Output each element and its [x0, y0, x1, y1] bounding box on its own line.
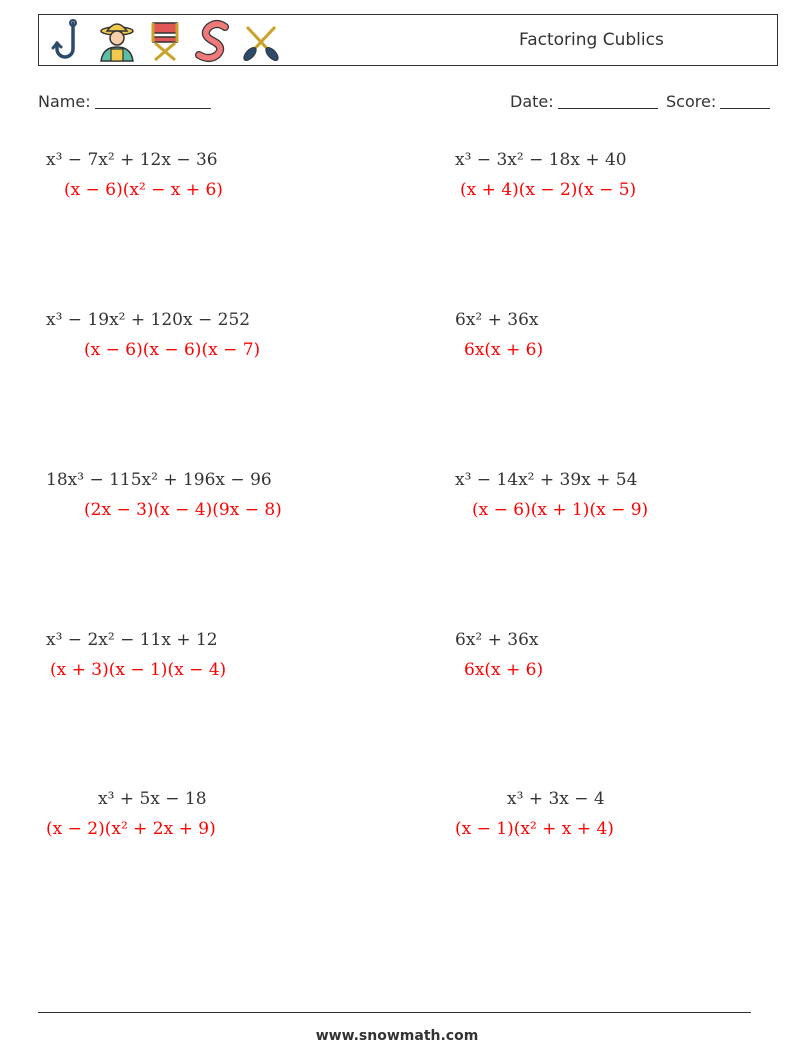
header-box [38, 14, 778, 66]
problem-10-answer: (x − 1)(x² + x + 4) [455, 819, 614, 839]
problem-7-question: x³ − 2x² − 11x + 12 [46, 630, 218, 650]
name-field [38, 92, 211, 111]
score-field [666, 92, 770, 111]
folding-chair-icon [143, 19, 187, 63]
problem-2-answer: (x + 4)(x − 2)(x − 5) [460, 180, 637, 200]
date-blank[interactable] [558, 92, 658, 109]
worksheet-title: Factoring Cublics [519, 30, 664, 50]
icon-strip [47, 19, 283, 63]
problem-4-answer: 6x(x + 6) [464, 340, 544, 360]
problem-2-question: x³ − 3x² − 18x + 40 [455, 150, 627, 170]
problem-4-question: 6x² + 36x [455, 310, 539, 330]
footer-divider [38, 1012, 751, 1013]
score-blank[interactable] [720, 92, 770, 109]
fishing-hook-icon [47, 19, 91, 63]
problem-6-answer: (x − 6)(x + 1)(x − 9) [472, 500, 649, 520]
problem-8-answer: 6x(x + 6) [464, 660, 544, 680]
date-label: Date: [510, 92, 554, 111]
fisherman-icon [95, 19, 139, 63]
problem-9-answer: (x − 2)(x² + 2x + 9) [46, 819, 216, 839]
date-field [510, 92, 658, 111]
name-blank[interactable] [95, 92, 211, 109]
problem-1-question: x³ − 7x² + 12x − 36 [46, 150, 218, 170]
score-label: Score: [666, 92, 717, 111]
name-label: Name: [38, 92, 91, 111]
problem-7-answer: (x + 3)(x − 1)(x − 4) [50, 660, 227, 680]
problem-10-question: x³ + 3x − 4 [507, 789, 605, 809]
crossed-oars-icon [239, 19, 283, 63]
problem-3-answer: (x − 6)(x − 6)(x − 7) [84, 340, 261, 360]
problem-5-question: 18x³ − 115x² + 196x − 96 [46, 470, 272, 490]
footer-url[interactable]: www.snowmath.com [315, 1028, 479, 1044]
problem-6-question: x³ − 14x² + 39x + 54 [455, 470, 638, 490]
problem-1-answer: (x − 6)(x² − x + 6) [64, 180, 223, 200]
worm-icon [191, 19, 235, 63]
problem-9-question: x³ + 5x − 18 [98, 789, 207, 809]
problem-3-question: x³ − 19x² + 120x − 252 [46, 310, 251, 330]
problem-5-answer: (2x − 3)(x − 4)(9x − 8) [84, 500, 282, 520]
problem-8-question: 6x² + 36x [455, 630, 539, 650]
